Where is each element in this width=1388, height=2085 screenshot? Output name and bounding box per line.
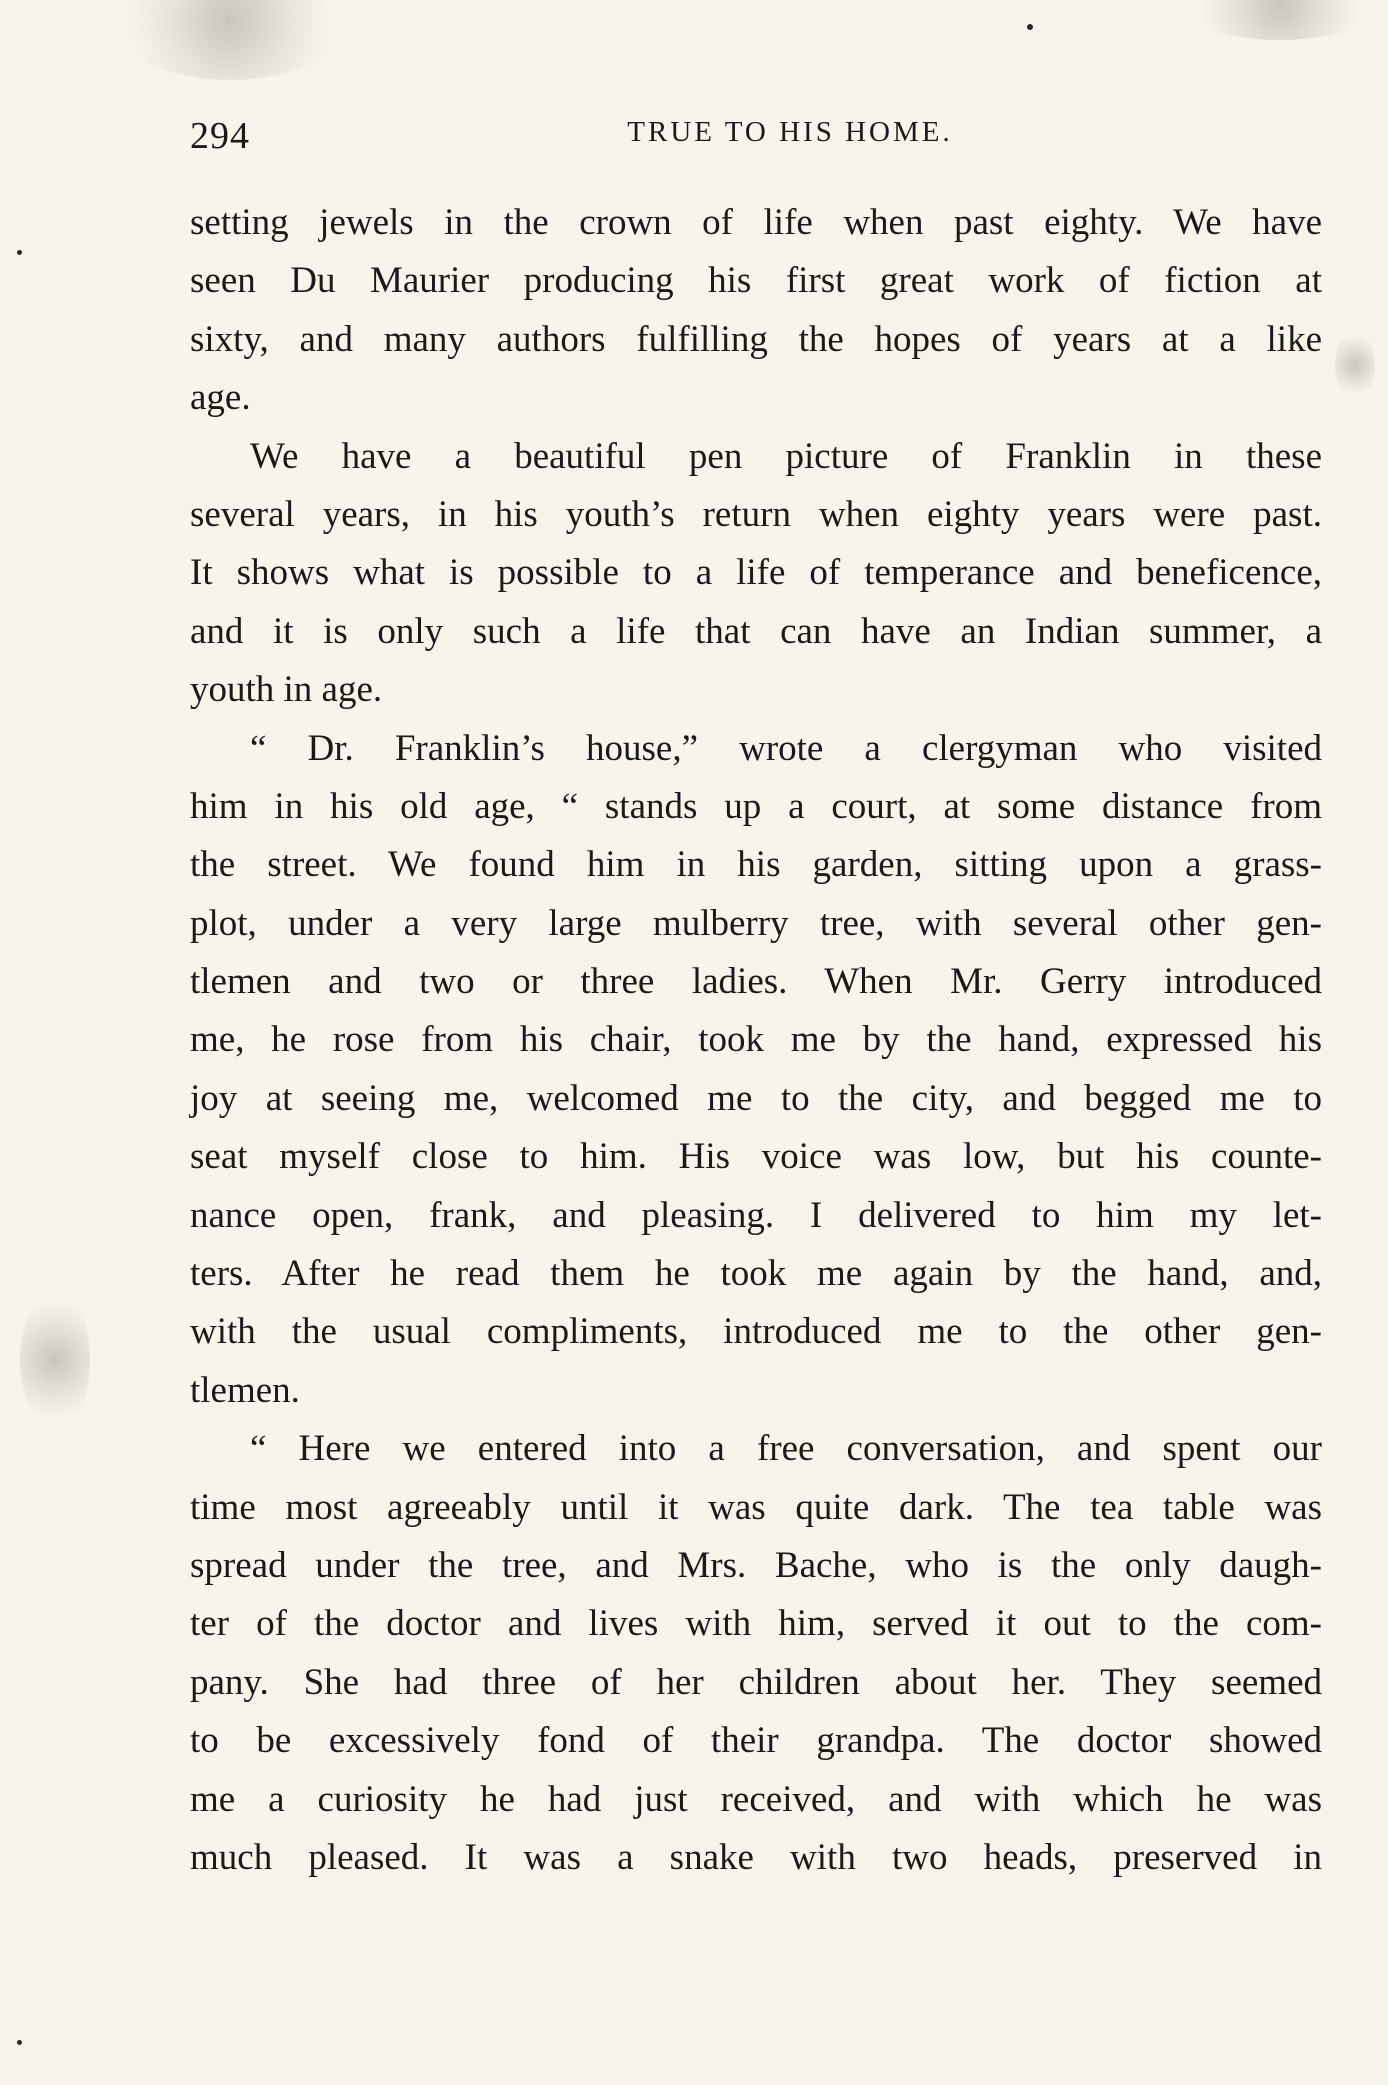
text-line: nance open, frank, and pleasing. I delivered to him my let-: [190, 1194, 1322, 1236]
text-line: several years, in his youth’s return when eighty years were past.: [190, 493, 1322, 535]
text-line: It shows what is possible to a life of temperance and beneficence,: [190, 552, 1322, 594]
text-line: sixty, and many authors fulfilling the hopes of years at a like: [190, 318, 1322, 360]
page-number: 294: [190, 115, 250, 157]
text-line: ters. After he read them he took me again by the hand, and,: [190, 1253, 1322, 1295]
text-line: me, he rose from his chair, took me by the hand, expressed his: [190, 1019, 1322, 1061]
text-line: We have a beautiful pen picture of Franklin in these: [250, 435, 1322, 477]
scan-speck-top: [1027, 24, 1033, 30]
text-line: setting jewels in the crown of life when past eighty. We have: [190, 202, 1322, 243]
scan-smudge-left-margin: [20, 1290, 90, 1430]
text-line: him in his old age, “ stands up a court, at some distance from: [190, 785, 1322, 827]
text-line: seat myself close to him. His voice was low, but his counte-: [190, 1136, 1322, 1178]
text-line: and it is only such a life that can have an Indian summer, a: [190, 610, 1322, 652]
scan-smudge-top-right: [1180, 0, 1380, 40]
text-line: tlemen and two or three ladies. When Mr. Gerry introduced: [190, 961, 1322, 1003]
text-line: the street. We found him in his garden, sitting upon a grass-: [190, 844, 1322, 886]
text-line: to be excessively fond of their grandpa. The doctor showed: [190, 1720, 1322, 1762]
running-head: [190, 108, 1320, 158]
scan-smudge-top-left: [110, 0, 350, 80]
text-line: “ Dr. Franklin’s house,” wrote a clergyman who visited: [250, 727, 1322, 769]
text-line: with the usual compliments, introduced me to the other gen-: [190, 1311, 1322, 1353]
text-line: joy at seeing me, welcomed me to the city, and begged me to: [190, 1077, 1322, 1119]
body-text: [190, 194, 1322, 1887]
scan-speck-left: [17, 250, 22, 255]
text-line: much pleased. It was a snake with two heads, preserved in: [190, 1836, 1322, 1878]
text-line: spread under the tree, and Mrs. Bache, who is the only daugh-: [190, 1544, 1322, 1586]
text-line: “ Here we entered into a free conversation, and spent our: [250, 1428, 1322, 1470]
text-line: seen Du Maurier producing his first great work of fiction at: [190, 260, 1322, 302]
text-line: time most agreeably until it was quite dark. The tea table was: [190, 1486, 1322, 1528]
text-line: age.: [190, 377, 251, 419]
text-line: plot, under a very large mulberry tree, with several other gen-: [190, 902, 1322, 944]
text-line: pany. She had three of her children about her. They seemed: [190, 1661, 1322, 1703]
text-line: ter of the doctor and lives with him, served it out to the com-: [190, 1603, 1322, 1645]
running-head-title: TRUE TO HIS HOME.: [627, 116, 953, 148]
scan-speck-bottom-left: [17, 2040, 22, 2045]
text-line: youth in age.: [190, 669, 383, 711]
scan-smudge-right-margin: [1335, 330, 1375, 400]
text-line: tlemen.: [190, 1369, 300, 1411]
text-line: me a curiosity he had just received, and with which he was: [190, 1778, 1322, 1820]
